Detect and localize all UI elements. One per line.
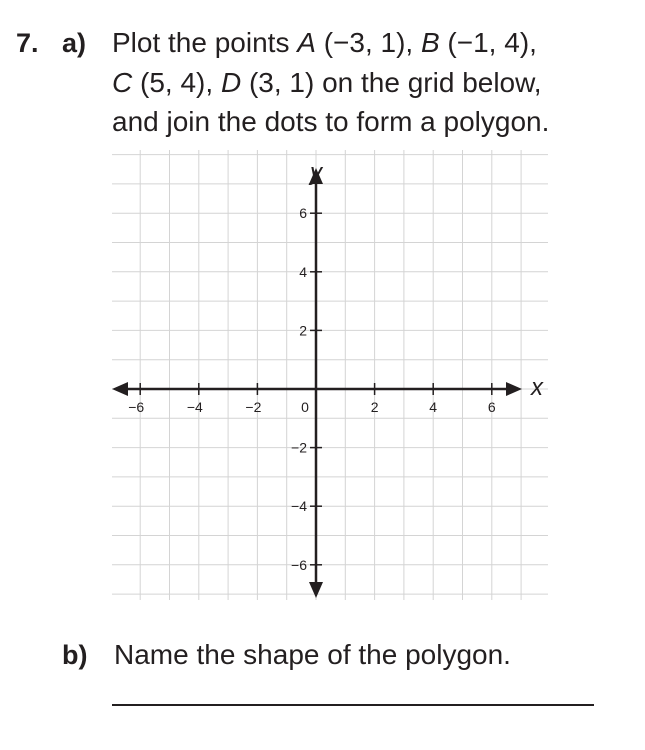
point-name-A: A [297,27,316,58]
y-axis-bottom-arrowhead [309,582,323,598]
question-number: 7. [16,28,39,58]
origin-label: 0 [301,399,309,415]
point-coords-D: (3, 1) [241,67,315,98]
axes [112,168,522,598]
y-tick-label--4: −4 [291,498,307,515]
x-tick-label-2: 2 [370,399,379,415]
x-tick-label-6: 6 [487,399,496,415]
x-axis-right-arrowhead [506,382,522,396]
question-text: and join the dots to form a polygon. [112,106,550,137]
point-coords-B: (−1, 4) [439,27,530,58]
part-b-label: b) [62,640,88,670]
question-text: Plot the points [112,27,298,58]
y-tick-label--6: −6 [291,556,307,573]
x-tick-label--6: −6 [128,399,145,415]
point-coords-C: (5, 4) [132,67,206,98]
question-text: on the grid below, [314,67,542,98]
point-name-B: B [420,27,440,58]
question-text: , [529,27,537,58]
x-tick-label-4: 4 [429,399,438,415]
question-text: , [405,27,421,58]
y-tick-label-2: 2 [299,322,307,339]
answer-line[interactable] [112,704,594,706]
y-tick-label-4: 4 [299,263,307,280]
part-b-question: Name the shape of the polygon. [114,639,511,670]
y-axis-label: y [310,159,322,186]
point-coords-A: (−3, 1) [315,27,406,58]
x-axis-left-arrowhead [112,382,128,396]
part-a-label: a) [62,28,87,58]
x-tick-label--4: −4 [186,399,203,415]
point-name-C: C [112,67,133,98]
grid-lines [112,150,548,600]
y-tick-label--2: −2 [291,439,307,456]
question-text: , [205,67,221,98]
y-tick-label-6: 6 [299,205,307,222]
x-axis-label: x [531,374,543,401]
point-name-D: D [220,67,242,98]
x-tick-label--2: −2 [245,399,262,415]
